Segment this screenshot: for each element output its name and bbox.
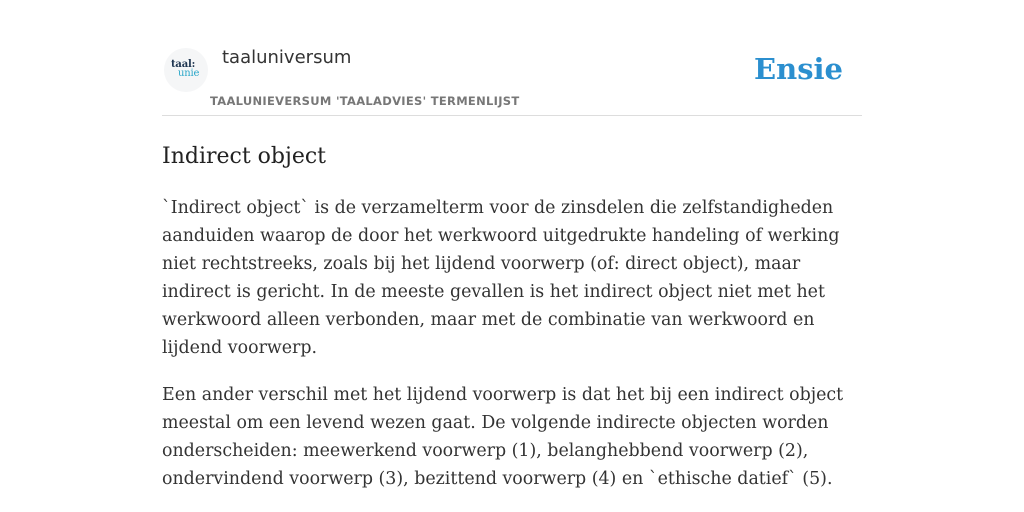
definition-body xyxy=(162,194,862,493)
taalunie-logo[interactable] xyxy=(164,48,208,92)
page-container xyxy=(162,0,862,512)
site-name-link[interactable]: taaluniversum xyxy=(222,47,352,68)
definition-paragraph: Een ander verschil met het lijdend voorwerp is dat het bij een indirect object meestal om een levend wezen gaat. De volgende indirecte objecten worden onderscheiden: meewerkend voorwerp (1), belanghebbend voorwerp (2), ondervindend voorwerp (3), bezittend voorwerp (4) en `ethische datief` (5). xyxy=(162,385,844,489)
logo-text-bottom: unie xyxy=(178,68,200,79)
logo-text-top: taal: xyxy=(171,59,196,70)
header xyxy=(162,0,862,116)
ensie-brand-link[interactable]: Ensie xyxy=(754,52,843,86)
page-title: Indirect object xyxy=(162,144,327,169)
glossary-subtitle: TAALUNIEVERSUM 'TAALADVIES' TERMENLIJST xyxy=(210,94,520,108)
definition-paragraph: `Indirect object` is de verzamelterm voor de zinsdelen die zelfstandigheden aanduiden waarop de door het werkwoord uitgedrukte handeling of werking niet rechtstreeks, zoals bij het lijdend voorwerp (of: direct object), maar indirect is gericht. In de meeste gevallen is het indirect object niet met het werkwoord alleen verbonden, maar met de combinatie van werkwoord en lijdend voorwerp. xyxy=(162,198,840,358)
